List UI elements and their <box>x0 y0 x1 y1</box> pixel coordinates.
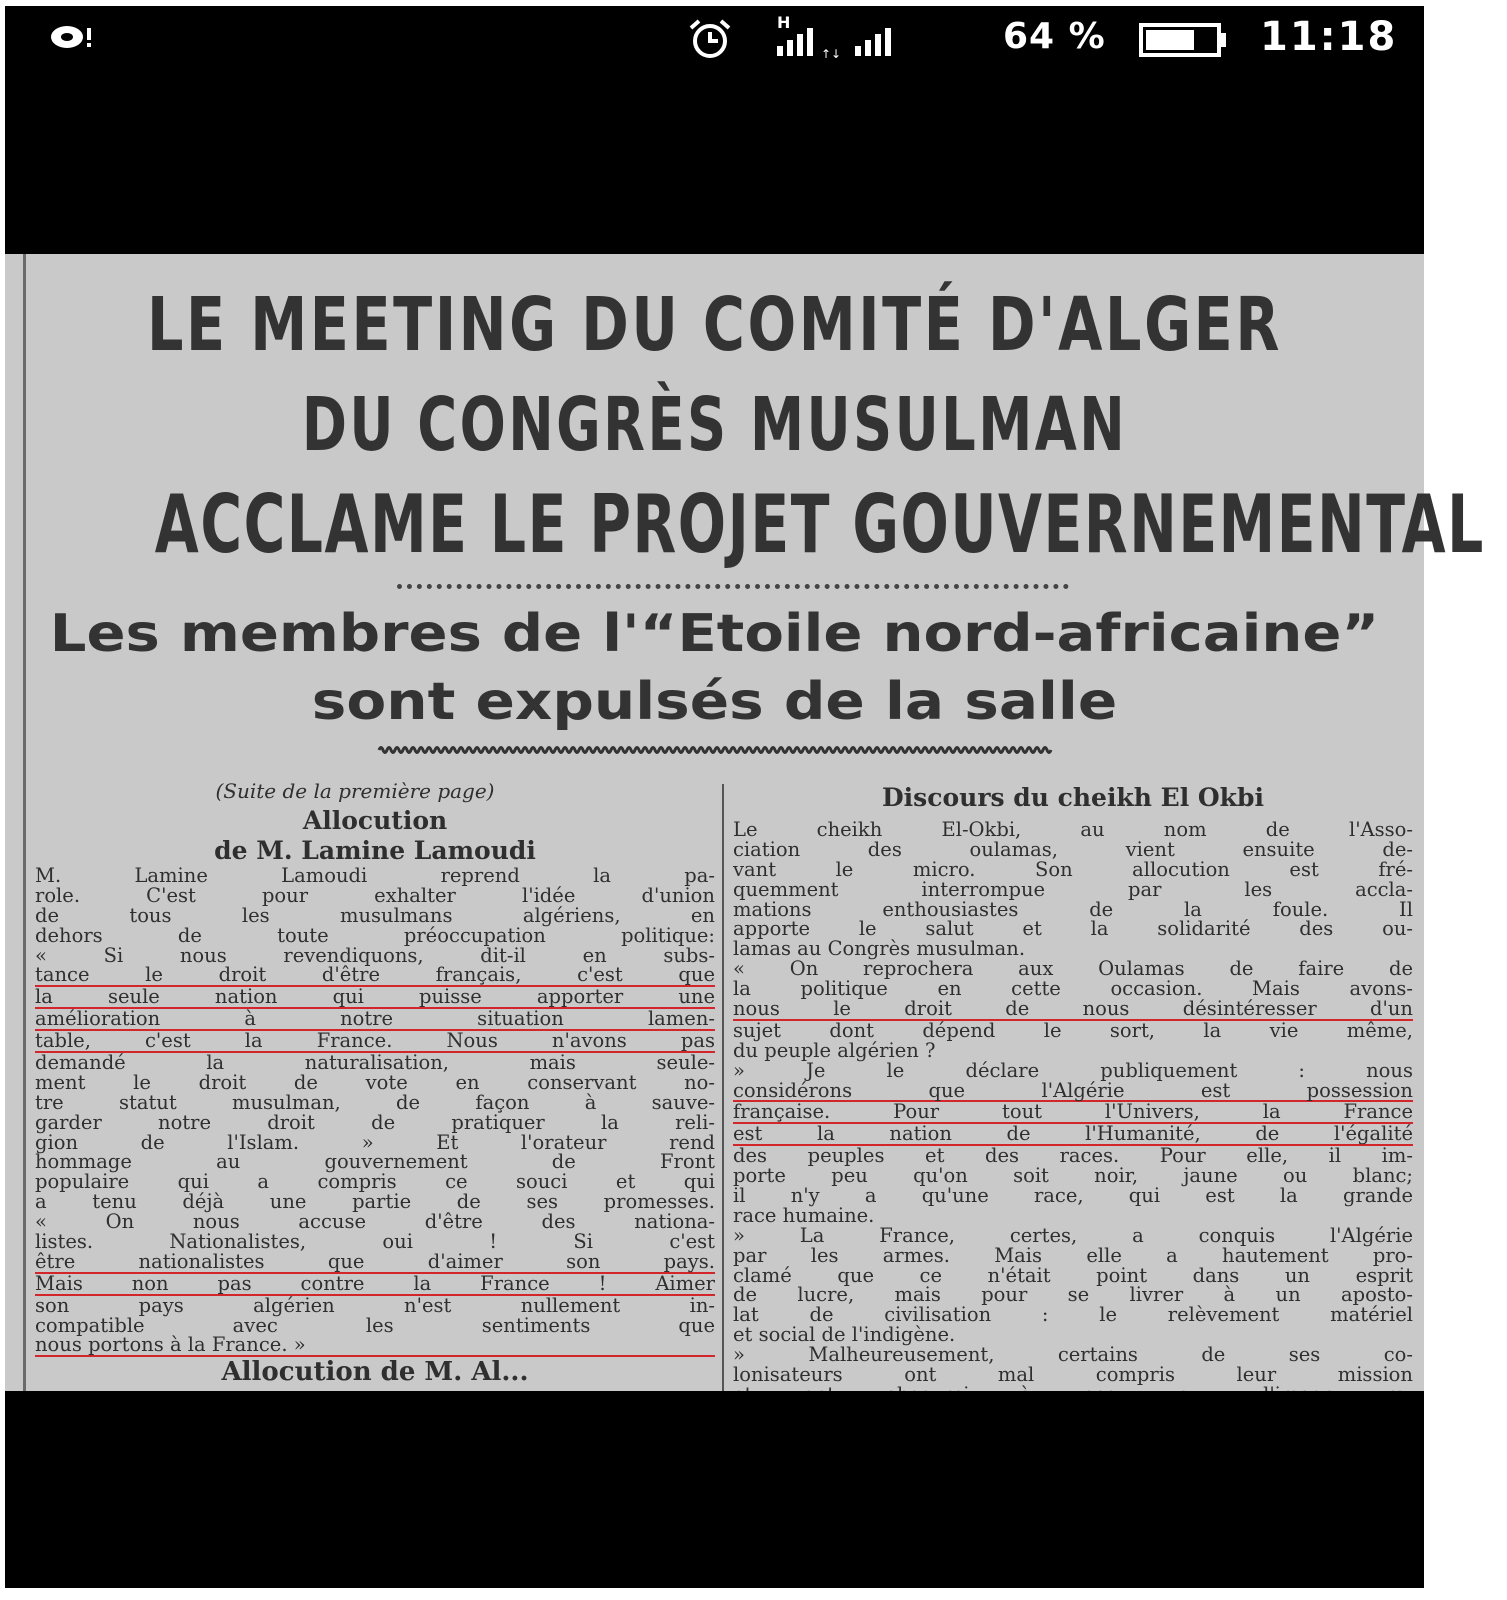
phone-screen <box>5 6 1485 1588</box>
text-line: mations enthousiastes de la foule. Il <box>733 897 1413 921</box>
text-line: son pays algérien n'est nullement in- <box>35 1293 715 1317</box>
svg-text:↑↓: ↑↓ <box>821 47 842 61</box>
text-line: « On reprochera aux Oulamas de faire de <box>733 957 1413 981</box>
text-line: française. Pour tout l'Univers, la France <box>733 1100 1413 1124</box>
text-line: gion de l'Islam. » Et l'orateur rend <box>35 1130 715 1154</box>
text-line: sujet dont dépend le sort, la vie même, <box>733 1018 1413 1042</box>
text-line: de lucre, mais pour se livrer à un aposto- <box>733 1283 1413 1307</box>
text-line: lonisateurs ont mal compris leur mission <box>733 1363 1413 1387</box>
newspaper-clipping <box>5 254 1485 1391</box>
headline-line-1: LE MEETING DU COMITÉ D'ALGER <box>146 282 1283 368</box>
clock-time: 11:18 <box>1260 14 1398 60</box>
text-line: nous portons à la France. » <box>35 1335 715 1357</box>
text-line: il n'y a qu'une race, qui est la grande <box>733 1184 1413 1208</box>
text-line: et social de l'indigène. <box>733 1323 956 1347</box>
headline-line-2: DU CONGRÈS MUSULMAN <box>301 382 1128 468</box>
status-bar <box>5 6 1424 72</box>
text-line: nous le droit de nous désintéresser d'un <box>733 997 1413 1021</box>
text-line: table, c'est la France. Nous n'avons pas <box>35 1029 715 1053</box>
text-line: tance le droit d'être français, c'est que <box>35 963 715 987</box>
text-line: des peuples et des races. Pour elle, il im- <box>733 1144 1413 1168</box>
text-line: Le cheikh El-Okbi, au nom de l'Asso- <box>733 818 1413 841</box>
signal-icon <box>775 14 925 64</box>
text-line: par les armes. Mais elle a hautement pro- <box>733 1243 1413 1267</box>
right-column-text <box>733 820 1413 1465</box>
subhead-line-2: sont expulsés de la salle <box>311 672 1118 732</box>
text-line: listes. Nationalistes, oui ! Si c'est <box>35 1230 715 1254</box>
text-line: dehors de toute préoccupation politique: <box>35 923 715 947</box>
text-line: apporte le salut et la solidarité des ou- <box>733 917 1413 941</box>
network-type-label: H <box>777 13 791 32</box>
left-column-text <box>35 866 715 1387</box>
text-line: lamas au Congrès musulman. <box>733 937 1026 961</box>
text-line: Allocution de M. Al... <box>221 1357 529 1388</box>
text-line: role. C'est pour exhalter l'idée d'union <box>35 883 715 907</box>
text-line: tre statut musulman, de façon à sauve- <box>35 1090 715 1114</box>
battery-percent: 64 % <box>1003 16 1106 57</box>
text-line: » La France, certes, a conquis l'Algérie <box>733 1223 1413 1247</box>
text-line: de tous les musulmans algériens, en <box>35 903 715 927</box>
battery-icon <box>1138 22 1228 58</box>
text-line: hommage au gouvernement de Front <box>35 1150 715 1174</box>
subhead-line-1: Les membres de l'“Etoile nord-africaine” <box>49 604 1380 664</box>
text-line: clamé que ce n'était point dans un esprit <box>733 1263 1413 1287</box>
text-line: compatible avec les sentiments que <box>35 1313 715 1337</box>
text-line: du peuple algérien ? <box>733 1038 936 1062</box>
text-line: race humaine. <box>733 1203 875 1227</box>
headline-line-3: ACCLAME LE PROJET GOUVERNEMENTAL <box>154 478 1485 571</box>
continuation-note: (Suite de la première page) <box>215 779 495 803</box>
right-heading: Discours du cheikh El Okbi <box>882 783 1264 812</box>
column-divider <box>722 784 724 1394</box>
text-line: demandé la naturalisation, mais seule- <box>35 1051 715 1075</box>
text-line: quemment interrompue par les accla- <box>733 877 1413 901</box>
text-line: vant le micro. Son allocution est fré- <box>733 857 1413 881</box>
text-line: Mais non pas contre la France ! Aimer <box>35 1271 715 1295</box>
dotted-rule <box>397 584 1069 589</box>
text-line: « On nous accuse d'être des nationa- <box>35 1210 715 1234</box>
text-line: est la nation de l'Humanité, de l'égalité <box>733 1122 1413 1146</box>
clipping-edge <box>23 254 26 1391</box>
text-line: porte peu qu'on soit noir, jaune ou blanc; <box>733 1164 1413 1188</box>
text-line: garder notre droit de pratiquer la reli- <box>35 1110 715 1134</box>
text-line: » Malheureusement, certains de ses co- <box>733 1343 1413 1367</box>
text-line: ment le droit de vote en conservant no- <box>35 1070 715 1094</box>
text-line: lat de civilisation : le relèvement matériel <box>733 1303 1413 1327</box>
text-line: être nationalistes que d'aimer son pays. <box>35 1249 715 1273</box>
text-line: a tenu déjà une partie de ses promesses. <box>35 1190 715 1214</box>
left-heading-line-1: Allocution <box>302 806 448 835</box>
text-line: la seule nation qui puisse apporter une <box>35 985 715 1009</box>
text-line: ciation des oulamas, vient ensuite de- <box>733 837 1413 861</box>
left-column <box>35 776 715 1387</box>
text-line: populaire qui a compris ce souci et qui <box>35 1170 715 1194</box>
wavy-rule <box>379 744 1049 756</box>
text-line: » Je le déclare publiquement : nous <box>733 1058 1413 1082</box>
text-line: amélioration à notre situation lamen- <box>35 1007 715 1031</box>
right-column <box>733 776 1413 1465</box>
text-line: « Si nous revendiquons, dit-il en subs- <box>35 943 715 967</box>
text-line: la politique en cette occasion. Mais avons- <box>733 977 1413 1001</box>
text-line: considérons que l'Algérie est possession <box>733 1078 1413 1102</box>
notification-icon <box>47 20 95 54</box>
black-bottom-area <box>5 1391 1424 1588</box>
left-heading-line-2: de M. Lamine Lamoudi <box>214 836 536 865</box>
text-line: M. Lamine Lamoudi reprend la pa- <box>35 864 715 887</box>
alarm-icon <box>685 18 735 60</box>
